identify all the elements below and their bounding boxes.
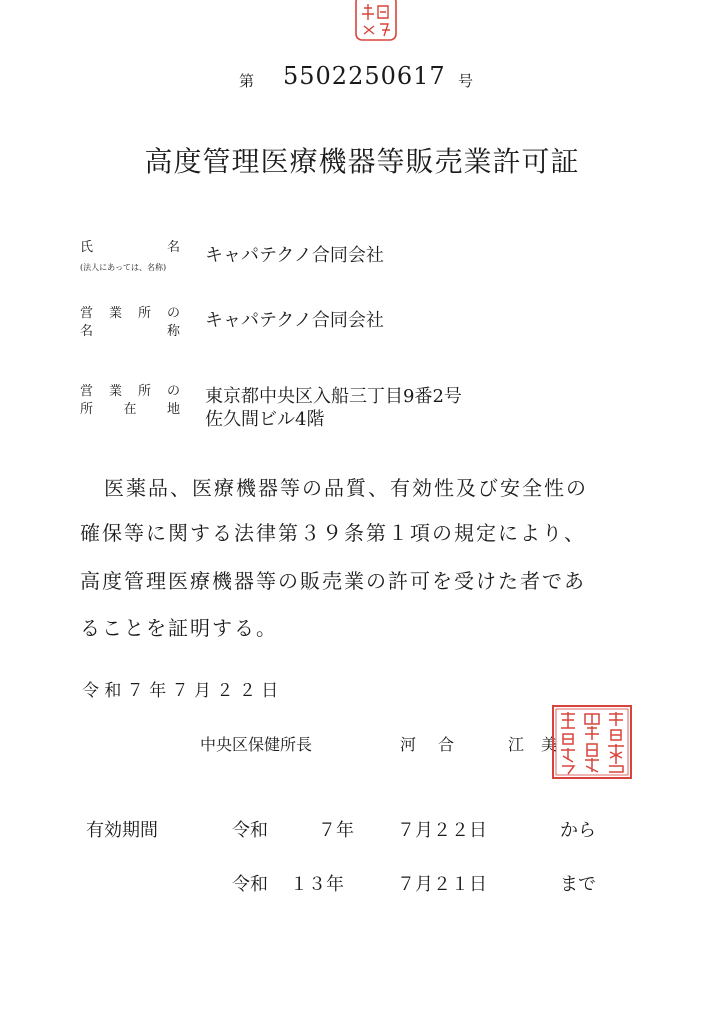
issue-date: 令 和 ７ 年 ７ 月 ２ ２ 日 [82,681,279,701]
validity-from-suffix: から [560,820,596,841]
office-address-label-line2 [80,398,180,417]
top-official-seal [354,0,398,44]
issuer-name-char: 江 [508,735,525,754]
office-address-line2: 佐久間ビル4階 [205,409,325,430]
license-number-prefix: 第 [239,72,255,90]
office-name-label-char: 称 [166,324,180,339]
validity-from-year: ７年 [318,820,354,841]
office-name-label-line1 [80,302,180,321]
license-number: 5502250617 [283,62,446,90]
office-name-value: キャパテクノ合同会社 [205,310,384,331]
name-label [80,236,180,255]
office-name-label-char: の [166,306,180,321]
license-number-suffix: 号 [458,72,474,90]
office-address-label-line1 [80,380,180,399]
office-name-label-char: 業 [108,306,122,321]
validity-to-era: 令和 [232,874,268,895]
body-line-3: 高度管理医療機器等の販売業の許可を受けた者であ [80,569,586,593]
body-line-2: 確保等に関する法律第３９条第１項の規定により、 [80,521,586,545]
validity-from-month-day: ７月２２日 [397,820,487,841]
office-name-label-line2 [80,320,180,339]
validity-to-suffix: まで [560,874,596,895]
body-line-1: 医薬品、医療機器等の品質、有効性及び安全性の [104,476,588,500]
office-address-label-char: 営 [80,384,94,399]
document-title: 高度管理医療機器等販売業許可証 [144,145,580,178]
issuer-name-char: 河 [400,735,417,754]
validity-from-era: 令和 [232,820,268,841]
validity-to-month-day: ７月２１日 [397,874,487,895]
name-value: キャパテクノ合同会社 [205,245,384,266]
name-label-note: (法人にあっては、名称) [80,263,167,272]
office-address-line1: 東京都中央区入船三丁目9番2号 [205,386,462,407]
office-address-label-char: 地 [166,402,180,417]
office-address-label-char: 所 [137,384,151,399]
official-seal [551,704,633,780]
office-name-label-char: 名 [80,324,94,339]
validity-to-year: １３年 [290,874,344,895]
issuer-name-char: 合 [438,735,455,754]
office-address-label-char: 所 [80,402,94,417]
body-line-4: ることを証明する。 [80,616,278,640]
name-label-left: 氏 [80,240,94,255]
office-address-label-char: 在 [123,402,137,417]
office-address-label-char: 業 [108,384,122,399]
issuer-name-char: 美 [541,735,558,754]
name-label-right: 名 [166,240,180,255]
validity-label: 有効期間 [86,820,158,841]
office-address-label-char: の [166,384,180,399]
office-name-label-char: 営 [80,306,94,321]
office-name-label-char: 所 [137,306,151,321]
issuer-title: 中央区保健所長 [200,735,313,754]
